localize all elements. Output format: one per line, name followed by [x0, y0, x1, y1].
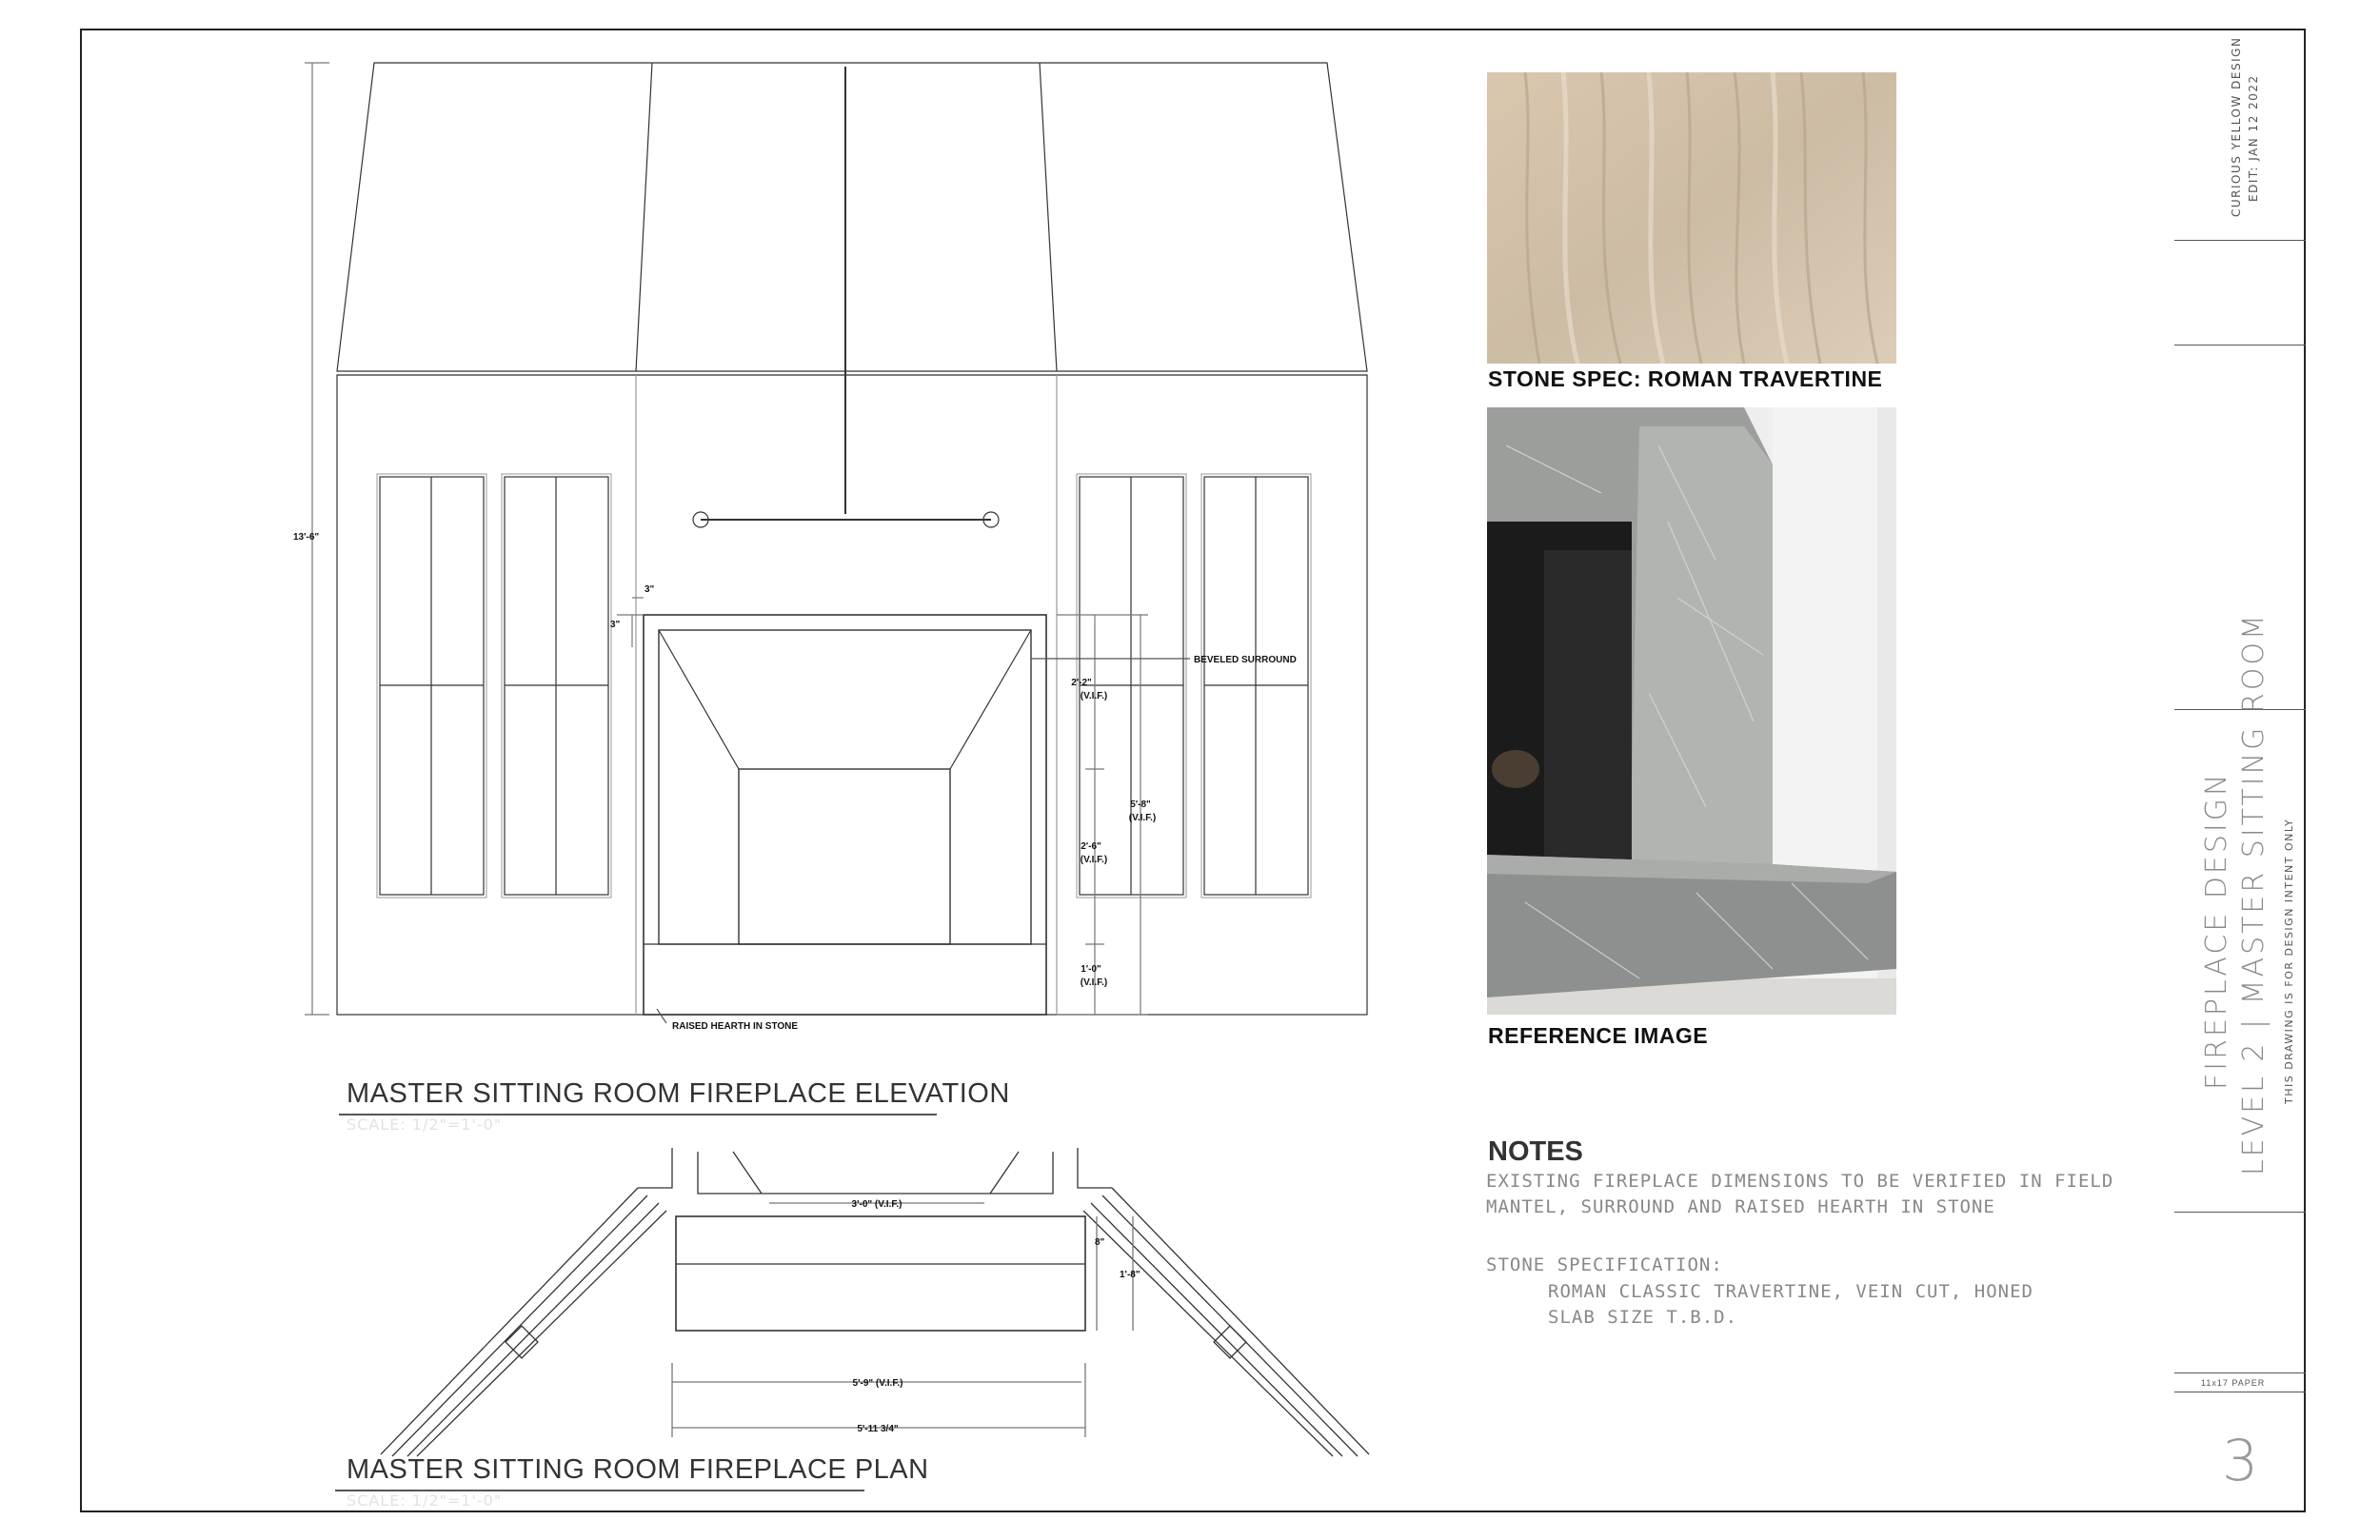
dim-lower-note: (V.I.F.): [1080, 977, 1108, 988]
dim-plan-depth-total: 1'-8": [1120, 1270, 1140, 1280]
elevation-dimensions: [293, 532, 1297, 1032]
firebox-opening: [739, 769, 950, 944]
elevation-drawing: [305, 63, 1367, 1023]
dim-total-note: (V.I.F.): [1128, 813, 1157, 823]
dim-upper: 2'-2": [1071, 678, 1092, 688]
sheet-title-line-1: FIREPLACE DESIGN: [2200, 771, 2233, 1090]
title-block-divider-1: [2174, 240, 2306, 241]
window-left-1: [377, 474, 486, 898]
plan-scale: SCALE: 1/2"=1'-0": [347, 1491, 503, 1510]
elevation-heading: MASTER SITTING ROOM FIREPLACE ELEVATION: [347, 1078, 1010, 1109]
hearth-leader: [657, 1009, 666, 1023]
sheet-number: 3: [2222, 1428, 2259, 1494]
notes-heading: NOTES: [1488, 1136, 1583, 1167]
title-block-divider-5: [2174, 1372, 2306, 1373]
dim-offset-side: 3": [610, 620, 621, 630]
window-right-1: [1077, 474, 1186, 898]
plan-heading: MASTER SITTING ROOM FIREPLACE PLAN: [347, 1454, 929, 1485]
title-block: [2174, 29, 2306, 1512]
dim-lower: 1'-0": [1081, 964, 1101, 975]
window-right-2: [1201, 474, 1311, 898]
stone-specification-line-1: ROMAN CLASSIC TRAVERTINE, VEIN CUT, HONED: [1548, 1281, 2033, 1302]
plan-drawing: [381, 1148, 1369, 1456]
sheet-title-line-2: LEVEL 2 | MASTER SITTING ROOM: [2237, 612, 2271, 1175]
elevation-scale: SCALE: 1/2"=1'-0": [347, 1116, 503, 1134]
plan-hearth: [676, 1216, 1085, 1331]
fireplace-surround: [644, 615, 1046, 1015]
reference-image: [1487, 407, 1896, 1015]
paper-size: 11x17 PAPER: [2201, 1378, 2266, 1388]
dim-upper-note: (V.I.F.): [1080, 691, 1108, 701]
notes-line-2: MANTEL, SURROUND AND RAISED HEARTH IN STONE: [1486, 1196, 1995, 1217]
design-intent-note: THIS DRAWING IS FOR DESIGN INTENT ONLY: [2283, 818, 2295, 1104]
dim-middle-note: (V.I.F.): [1080, 855, 1108, 865]
lower-wall: [337, 375, 1367, 1015]
dim-plan-hearth-width: 5'-9" (V.I.F.): [852, 1378, 903, 1389]
window-left-2: [502, 474, 611, 898]
chimney-outline: [337, 63, 1367, 371]
stone-specification-line-2: SLAB SIZE T.B.D.: [1548, 1307, 1738, 1328]
travertine-swatch: [1487, 72, 1896, 364]
firm-name: CURIOUS YELLOW DESIGN: [2230, 36, 2243, 217]
dim-middle: 2'-6": [1081, 841, 1101, 852]
dim-overall-height: 13'-6": [293, 532, 320, 543]
label-beveled-surround: BEVELED SURROUND: [1194, 655, 1297, 665]
dim-plan-firebox: 3'-0" (V.I.F.): [851, 1199, 902, 1210]
dim-plan-overall-width: 5'-11 3/4": [857, 1424, 899, 1434]
edit-date: EDIT: JAN 12 2022: [2247, 74, 2260, 202]
label-raised-hearth: RAISED HEARTH IN STONE: [672, 1021, 799, 1032]
title-block-divider-2: [2174, 345, 2306, 346]
notes-line-1: EXISTING FIREPLACE DIMENSIONS TO BE VERIFIED IN FIELD: [1486, 1171, 2114, 1192]
dim-offset-top: 3": [645, 584, 655, 595]
reference-image-label: REFERENCE IMAGE: [1488, 1023, 1709, 1048]
dim-total: 5'-8": [1130, 800, 1151, 810]
stone-specification-heading: STONE SPECIFICATION:: [1486, 1254, 1723, 1275]
dim-plan-depth-small: 8": [1095, 1237, 1105, 1248]
title-block-divider-4: [2174, 1212, 2306, 1213]
stone-spec-label: STONE SPEC: ROMAN TRAVERTINE: [1488, 366, 1883, 391]
